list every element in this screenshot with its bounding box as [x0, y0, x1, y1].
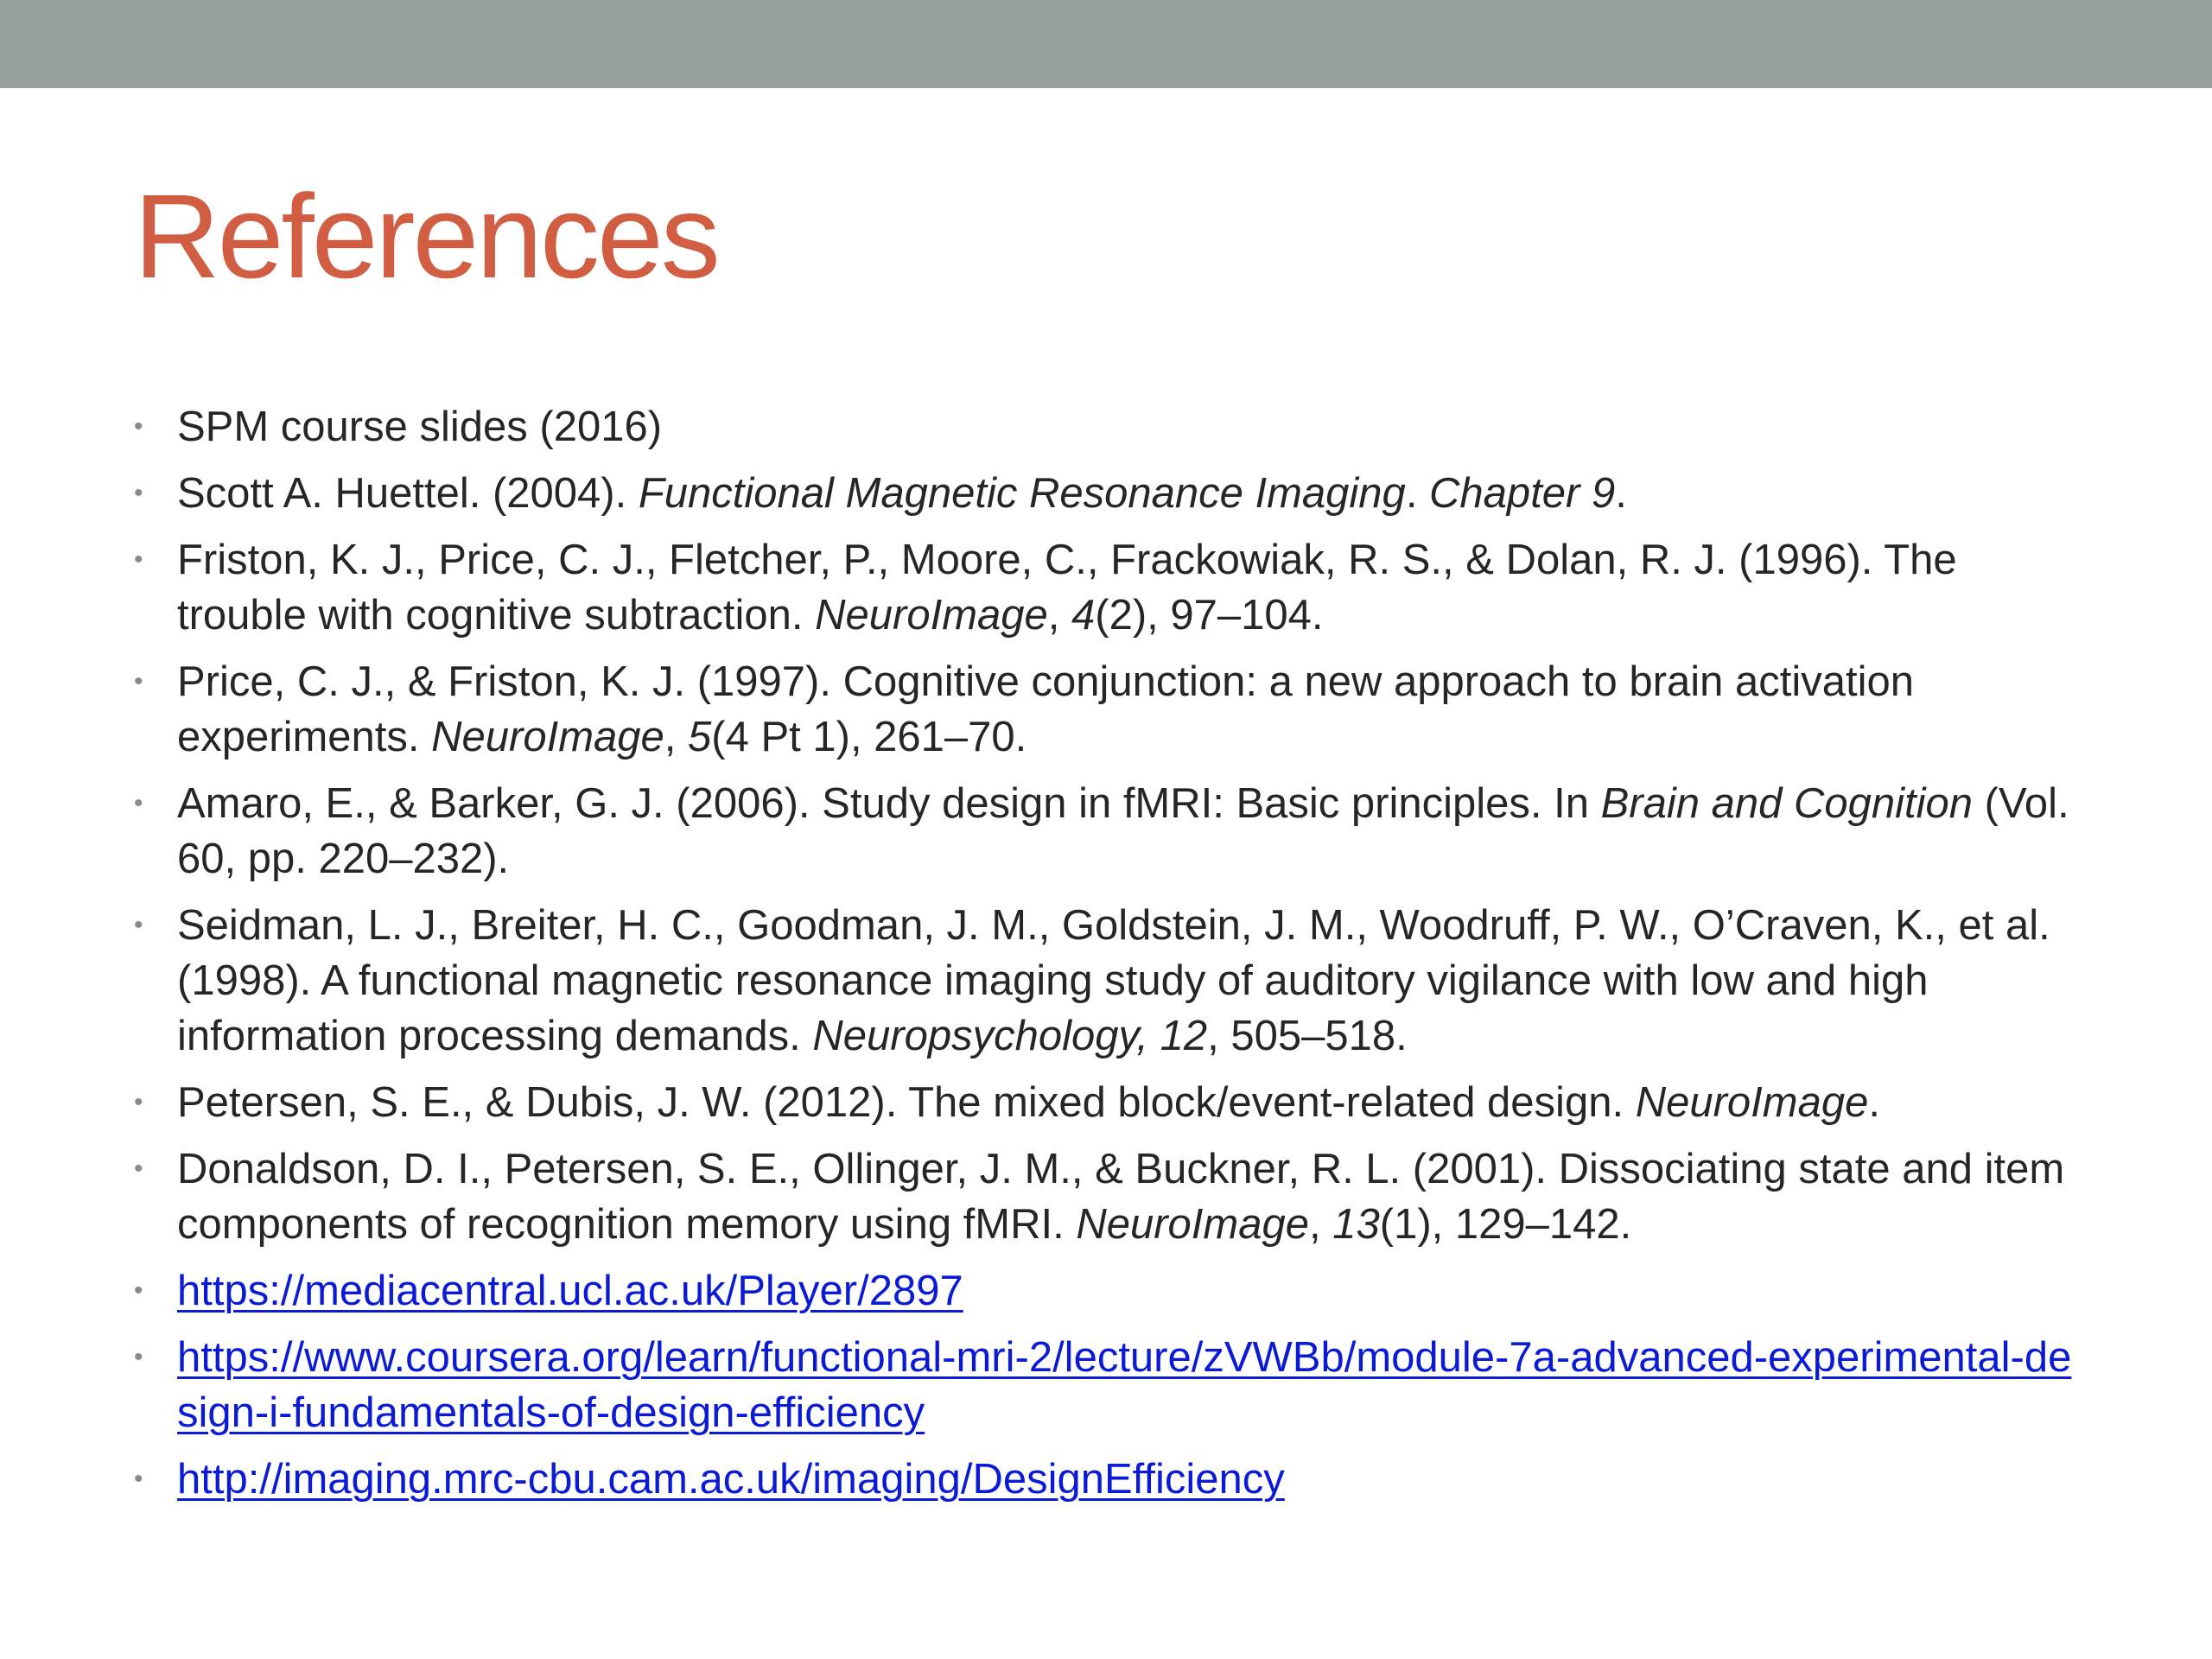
citation-segment: ,: [664, 714, 689, 760]
citation-segment: ,: [1309, 1201, 1333, 1248]
slide-header-bar: [0, 0, 2212, 88]
reference-item: [134, 654, 2087, 765]
reference-item: [134, 776, 2087, 887]
citation-segment: (1), 129–142.: [1379, 1201, 1632, 1248]
reference-item: [134, 1141, 2087, 1252]
bullet-icon: •: [134, 545, 143, 574]
reference-url-link[interactable]: http://imaging.mrc-cbu.cam.ac.uk/imaging/DesignEfficiency: [177, 1456, 1285, 1503]
reference-item: [134, 399, 2087, 454]
reference-url-link[interactable]: https://www.coursera.org/learn/functional-mri-2/lecture/zVWBb/module-7a-advanced-experimental-design-i-fundamentals-of-design-efficiency: [177, 1334, 2072, 1436]
reference-text: [177, 470, 1627, 517]
citation-segment: SPM course slides (2016): [177, 404, 663, 450]
reference-text: [177, 902, 2050, 1059]
bullet-icon: •: [134, 479, 143, 507]
reference-text: [177, 1079, 1880, 1126]
italic-citation-segment: NeuroImage: [1076, 1201, 1309, 1248]
bullet-icon: •: [134, 412, 143, 441]
citation-segment: Amaro, E., & Barker, G. J. (2006). Study design in fMRI: Basic principles. In: [177, 780, 1601, 827]
bullet-icon: •: [134, 1276, 143, 1305]
bullet-icon: •: [134, 789, 143, 817]
reference-link-item: [134, 1330, 2087, 1440]
italic-citation-segment: NeuroImage: [1635, 1079, 1869, 1126]
italic-citation-segment: Functional Magnetic Resonance Imaging: [638, 470, 1406, 517]
bullet-icon: •: [134, 911, 143, 939]
citation-segment: Donaldson, D. I., Petersen, S. E., Ollinger, J. M., & Buckner, R. L. (2001). Dissociating state and item components of recognition memory using fMRI.: [177, 1146, 2065, 1248]
italic-citation-segment: 5: [688, 714, 712, 760]
citation-segment: .: [1868, 1079, 1880, 1126]
italic-citation-segment: NeuroImage: [431, 714, 664, 760]
reference-text: [177, 1146, 2064, 1248]
reference-item: [134, 1075, 2087, 1130]
citation-segment: ,: [1047, 592, 1072, 639]
citation-segment: .: [1405, 470, 1430, 517]
reference-text: [177, 658, 1914, 760]
slide-title: References: [134, 170, 718, 303]
reference-text: [177, 1268, 963, 1314]
reference-list: [134, 399, 2087, 1518]
italic-citation-segment: 4: [1071, 592, 1096, 639]
reference-url-link[interactable]: https://mediacentral.ucl.ac.uk/Player/2897: [177, 1268, 963, 1314]
italic-citation-segment: 13: [1332, 1201, 1380, 1248]
citation-segment: Scott A. Huettel. (2004).: [177, 470, 639, 517]
bullet-icon: •: [134, 667, 143, 696]
reference-link-item: [134, 1452, 2087, 1507]
reference-text: [177, 404, 662, 450]
reference-text: [177, 780, 2069, 882]
citation-segment: , 505–518.: [1207, 1013, 1408, 1059]
citation-segment: Price, C. J., & Friston, K. J. (1997). Cognitive conjunction: a new approach to brain activation experiments.: [177, 658, 1914, 760]
citation-segment: Petersen, S. E., & Dubis, J. W. (2012). The mixed block/event-related design.: [177, 1079, 1636, 1126]
reference-text: [177, 1334, 2071, 1436]
citation-segment: .: [1615, 470, 1627, 517]
citation-segment: Seidman, L. J., Breiter, H. C., Goodman, J. M., Goldstein, J. M., Woodruff, P. W., O’Craven, K., et al. (1998). A functional magnetic resonance imaging study of auditory vigilance with low and high information processing demands.: [177, 902, 2050, 1059]
bullet-icon: •: [134, 1088, 143, 1116]
italic-citation-segment: Chapter 9: [1429, 470, 1616, 517]
reference-item: [134, 532, 2087, 643]
citation-segment: (4 Pt 1), 261–70.: [711, 714, 1027, 760]
italic-citation-segment: Neuropsychology, 12: [812, 1013, 1208, 1059]
bullet-icon: •: [134, 1343, 143, 1371]
italic-citation-segment: Brain and Cognition: [1600, 780, 1974, 827]
bullet-icon: •: [134, 1154, 143, 1183]
reference-item: [134, 898, 2087, 1064]
citation-segment: (Vol. 60, pp. 220–232).: [177, 780, 2069, 882]
reference-link-item: [134, 1263, 2087, 1319]
citation-segment: (2), 97–104.: [1095, 592, 1324, 639]
reference-text: [177, 537, 1957, 639]
bullet-icon: •: [134, 1465, 143, 1493]
reference-text: [177, 1456, 1285, 1503]
citation-segment: Friston, K. J., Price, C. J., Fletcher, P., Moore, C., Frackowiak, R. S., & Dolan, R. J. (1996). The trouble with cognitive subtraction.: [177, 537, 1957, 639]
reference-item: [134, 466, 2087, 521]
italic-citation-segment: NeuroImage: [815, 592, 1048, 639]
